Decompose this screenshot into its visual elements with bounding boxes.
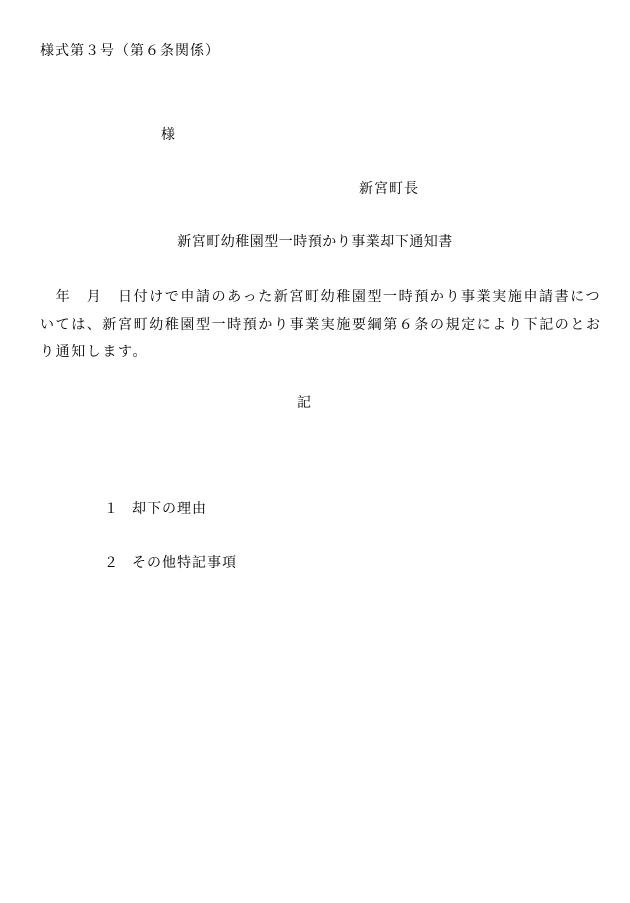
form-number: 様式第３号（第６条関係）: [40, 43, 220, 59]
body-line: 年 月 日付けで申請のあった新宮町幼稚園型一時預かり事業実施申請書につ: [40, 289, 602, 305]
list-item-rejection-reason: [104, 498, 207, 518]
body-paragraph: [40, 284, 600, 367]
addressee-suffix: 様: [161, 127, 176, 143]
item-label: 却下の理由: [132, 501, 207, 517]
issuer-name: 新宮町長: [359, 181, 419, 197]
document-title: 新宮町幼稚園型一時預かり事業却下通知書: [177, 234, 453, 250]
item-number: １: [104, 501, 119, 517]
body-line: り通知します。: [40, 344, 149, 360]
list-item-other-notes: [104, 552, 237, 572]
item-number: ２: [104, 555, 119, 571]
ki-heading: 記: [297, 395, 312, 411]
item-label: その他特記事項: [132, 555, 237, 571]
body-line: いては、新宮町幼稚園型一時預かり事業実施要綱第６条の規定により下記のとお: [40, 316, 602, 333]
